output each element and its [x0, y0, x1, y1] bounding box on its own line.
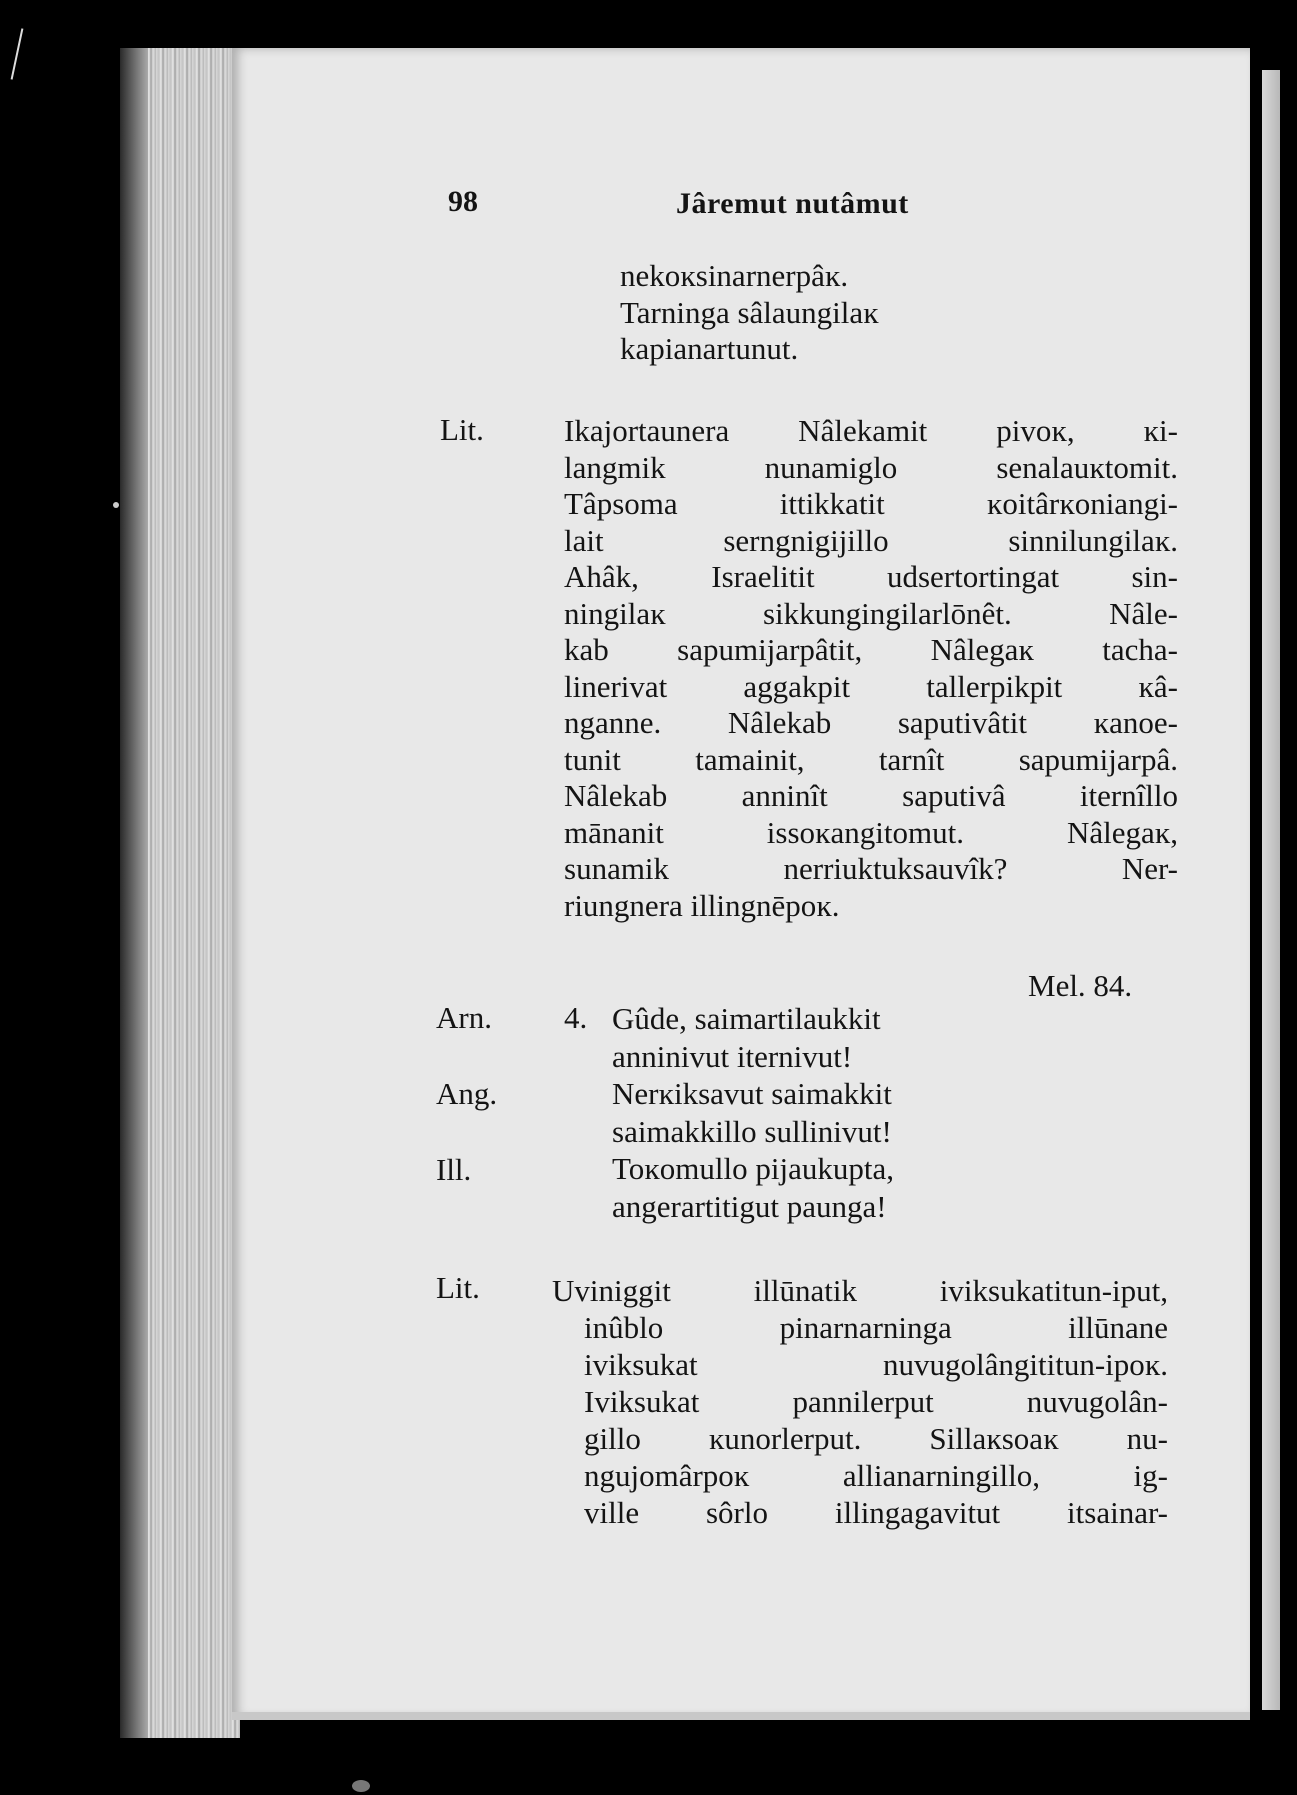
verse-line: anninivut iternivut! — [612, 1038, 853, 1074]
margin-speck — [113, 502, 119, 508]
verse-line: nekoĸsinarnerpâĸ. — [620, 258, 849, 293]
text-line: Tâpsoma ittikkatit ĸoitârĸoniangi- — [564, 486, 1178, 521]
facing-page-edge — [1262, 70, 1280, 1710]
margin-pencil-mark — [11, 28, 24, 79]
text-line: kab sapumijarpâtit, Nâlegaĸ tacha- — [564, 632, 1178, 667]
ink-smudge — [352, 1780, 370, 1792]
text-line: tunit tamainit, tarnît sapumijarpâ. — [564, 741, 1178, 777]
hymn-stanza — [612, 1000, 894, 1225]
verse-line: Nerĸiksavut saimakkit — [612, 1076, 892, 1111]
text-line: Ikajortaunera Nâlekamit pivoĸ, ĸi- — [564, 413, 1178, 448]
margin-label-ang: Ang. — [436, 1076, 498, 1111]
page-bottom-edge — [232, 1712, 1250, 1720]
text-line: Ahâk, Israelitit udsertortingat sin- — [564, 559, 1178, 594]
text-line: Nâlekab anninît saputivâ iternîllo — [564, 778, 1178, 813]
text-line: Uviniggit illūnatik iviksukatitun-iput, — [552, 1273, 1168, 1308]
text-line: nganne. Nâlekab saputivâtit ĸanoe- — [564, 705, 1178, 740]
text-line: Iviksukat pannilerput nuvugolân- — [584, 1384, 1168, 1419]
text-line: riungnera illingnēpoĸ. — [564, 887, 840, 923]
verse-line: Gûde, saimartilaukkit — [612, 1001, 881, 1036]
verse-line: kapianartunut. — [620, 331, 799, 366]
text-line: langmik nunamiglo senalauĸtomit. — [564, 449, 1178, 485]
margin-label-lit-2: Lit. — [436, 1270, 480, 1305]
text-line: iviksukat nuvugolângititun-ipoĸ. — [584, 1347, 1168, 1382]
spine-shadow — [120, 48, 148, 1738]
page-number: 98 — [448, 185, 478, 218]
margin-label-lit: Lit. — [440, 412, 484, 447]
running-head: Jâremut nutâmut — [676, 187, 909, 220]
margin-label-ill: Ill. — [436, 1152, 472, 1187]
hymn-number: 4. — [564, 1000, 588, 1035]
text-line: inûblo pinarnarninga illūnane — [584, 1310, 1168, 1345]
text-line: ningilaĸ sikkungingilarlōnêt. Nâle- — [564, 595, 1178, 631]
verse-line: saimakkillo sullinivut! — [612, 1113, 892, 1149]
text-line: linerivat aggakpit tallerpikpit ĸâ- — [564, 668, 1178, 704]
text-line: mānanit issoĸangitomut. Nâlegaĸ, — [564, 814, 1178, 850]
text-line: gillo ĸunorlerput. Sillaĸsoaĸ nu- — [584, 1421, 1168, 1456]
verse-line: Toĸomullo pijaukupta, — [612, 1151, 894, 1186]
melody-reference: Mel. 84. — [1028, 968, 1133, 1003]
margin-label-arn: Arn. — [436, 1000, 492, 1035]
paragraph-lit-1 — [564, 413, 1178, 924]
verse-line: angerartitigut paunga! — [612, 1188, 887, 1224]
paragraph-lit-2 — [552, 1272, 1168, 1531]
stanza-top — [620, 258, 879, 368]
verse-line: Tarninga sâlaungilaĸ — [620, 294, 879, 330]
text-line: sunamik nerriuktuksauvîk? Ner- — [564, 851, 1178, 886]
text-line: lait serngnigijillo sinnilungilaĸ. — [564, 522, 1178, 558]
text-line: ville sôrlo illingagavitut itsainar- — [584, 1495, 1168, 1530]
text-line: ngujomârpoĸ allianarningillo, ig- — [584, 1458, 1168, 1493]
